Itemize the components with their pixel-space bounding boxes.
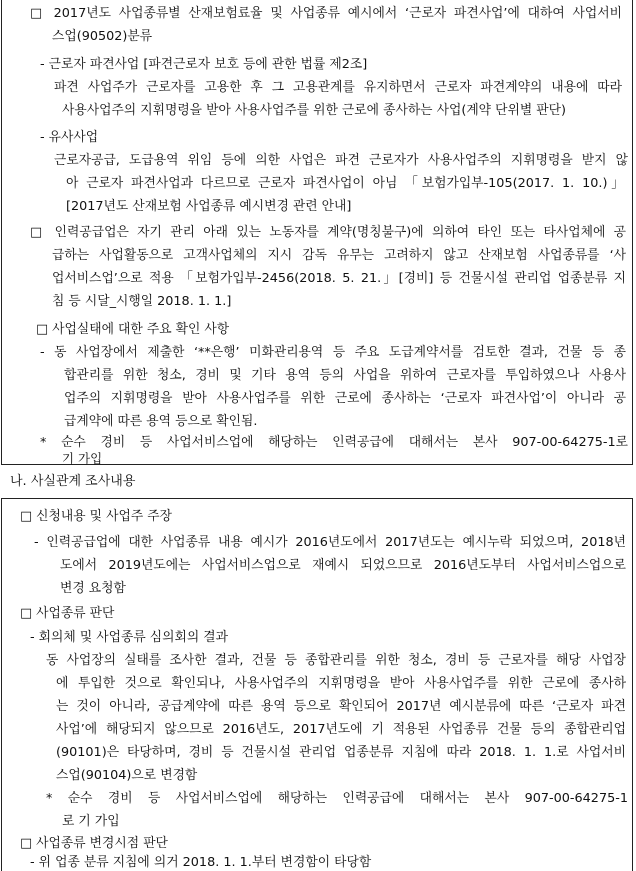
text-line: 합관리를 위한 청소, 경비 및 기타 용역 등의 사업을 위하여 근로자를 투입하였으나 사용사 (64, 368, 626, 383)
text-line: 기 가입 (62, 451, 103, 466)
text-line: □ 인력공급업은 자기 관리 아래 있는 노동자를 계약(명칭불구)에 의하여 타인 또는 타사업체에 공 (30, 225, 626, 240)
text-line: 스업(90104)으로 변경함 (56, 768, 198, 783)
text-line: * 순수 경비 등 사업서비스업에 해당하는 인력공급에 대해서는 본사 907-00-64275-1로 (40, 435, 628, 450)
text-line: [2017년도 산재보험 사업종류 예시변경 관련 안내] (66, 199, 352, 214)
text-line: 는 것이 아니라, 공급계약에 따른 용역 등으로 확인되어 2017년 예시분류에 따른 ‘근로자 파견 (56, 699, 626, 714)
text-line: □ 사업종류 판단 (20, 606, 115, 621)
text-line: 급하는 사업활동으로 고객사업체의 지시 감독 유무는 고려하지 않고 산재보험 사업종류를 ‘사 (52, 248, 626, 263)
text-line: * 순수 경비 등 사업서비스업에 해당하는 인력공급에 대해서는 본사 907-00-64275-1 (46, 791, 628, 806)
text-line: □ 사업종류 변경시점 판단 (20, 836, 168, 851)
text-line: - 동 사업장에서 제출한 ‘**은행’ 미화관리용역 등 주요 도급계약서를 검토한 결과, 건물 등 종 (40, 345, 626, 360)
text-line: 사업’에 해당되지 않으므로 2016년도, 2017년도에 기 적용된 사업종류 건물 등의 종합관리업 (56, 722, 626, 737)
text-line: 아 근로자 파견사업과 다르므로 근로자 파견사업이 아님 「보험가입부-105(2017. 1. 10.)」 (66, 176, 624, 191)
text-line: □ 사업실태에 대한 주요 확인 사항 (36, 322, 230, 337)
text-line: 근로자공급, 도급용역 위임 등에 의한 사업은 파견 근로자가 사용사업주의 지휘명령을 받지 않 (54, 153, 628, 168)
text-line: - 인력공급업에 대한 사업종류 내용 예시가 2016년도에서 2017년도는 예시누락 되었으며, 2018년 (34, 535, 626, 550)
text-line: - 회의체 및 사업종류 심의회의 결과 (30, 630, 229, 645)
text-line: 급계약에 따른 용역 등으로 확인됨. (64, 414, 258, 429)
text-line: 로 기 가입 (62, 814, 120, 829)
text-line: 사용사업주의 지휘명령을 받아 사용사업주를 위한 근로에 종사하는 사업(계약 단위별 판단) (62, 103, 566, 118)
text-line: - 근로자 파견사업 [파견근로자 보호 등에 관한 법률 제2조] (40, 57, 368, 72)
section-heading: 나. 사실관계 조사내용 (10, 474, 136, 489)
text-line: 에 투입한 것으로 확인되나, 사용사업주의 지휘명령을 받아 사용사업주를 위한 근로에 종사하 (56, 676, 626, 691)
text-line: 업서비스업’으로 적용 「보험가입부-2456(2018. 5. 21.」[경비] 등 건물시설 관리업 업종분류 지 (52, 271, 626, 286)
text-line: 도에서 2019년도에는 사업서비스업으로 재예시 되었으므로 2016년도부터 사업서비스업으로 (60, 558, 626, 573)
text-line: - 유사사업 (40, 130, 99, 145)
text-line: 변경 요청함 (60, 581, 126, 596)
text-line: □ 신청내용 및 사업주 주장 (20, 509, 172, 524)
text-line: 업주의 지휘명령을 받아 사용사업주를 위한 근로에 종사하는 ‘근로자 파견사업’이 아니라 공 (64, 391, 626, 406)
text-line: - 위 업종 분류 지침에 의거 2018. 1. 1.부터 변경함이 타당함 (30, 855, 372, 870)
text-line: (90101)은 타당하며, 경비 등 건물시설 관리업 업종분류 지침에 따라 2018. 1. 1.로 사업서비 (56, 745, 626, 760)
text-line: 파견 사업주가 근로자를 고용한 후 그 고용관계를 유지하면서 근로자 파견계약의 내용에 따라 (54, 80, 622, 95)
text-line: 침 등 시달_시행일 2018. 1. 1.] (52, 294, 232, 309)
text-line: 스업(90502)분류 (52, 29, 153, 44)
text-line: 동 사업장의 실태를 조사한 결과, 건물 등 종합관리를 위한 청소, 경비 등 근로자를 해당 사업장 (46, 653, 626, 668)
text-line: □ 2017년도 사업종류별 산재보험료율 및 사업종류 예시에서 ‘근로자 파견사업’에 대하여 사업서비 (30, 6, 622, 21)
